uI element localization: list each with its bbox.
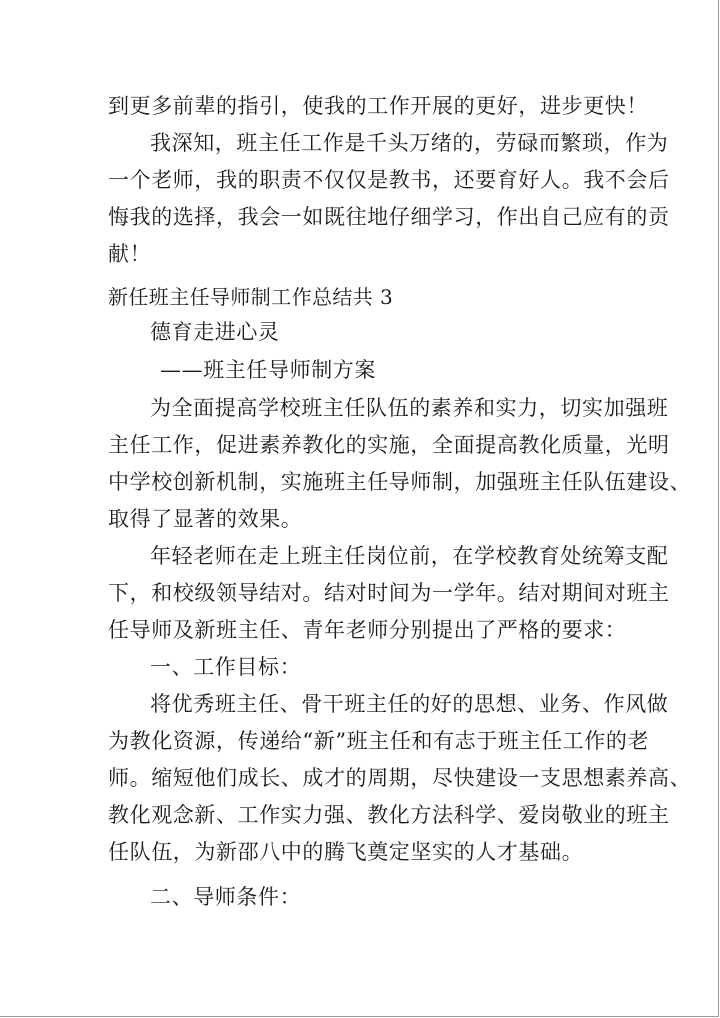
text-line: 任导师及新班主任、青年老师分别提出了严格的要求： bbox=[108, 618, 627, 642]
heading-line: 一、工作目标： bbox=[150, 655, 302, 679]
text-line: 为全面提高学校班主任队伍的素养和实力，切实加强班 bbox=[150, 396, 669, 420]
text-line: 将优秀班主任、骨干班主任的好的思想、业务、作风做 bbox=[150, 692, 669, 716]
text-line: 一个老师，我的职责不仅仅是教书，还要育好人。我不会后 bbox=[108, 168, 670, 192]
heading-line: 德育走进心灵 bbox=[150, 320, 280, 344]
section-title: 新任班主任导师制工作总结共 3 bbox=[108, 285, 394, 309]
subtitle-line: ——班主任导师制方案 bbox=[160, 358, 376, 382]
text-line: 年轻老师在走上班主任岗位前，在学校教育处统筹支配 bbox=[150, 544, 669, 568]
heading-line: 二、导师条件： bbox=[150, 885, 302, 909]
text-line: 我深知，班主任工作是千头万绪的，劳碌而繁琐，作为 bbox=[150, 131, 669, 155]
text-line: 为教化资源，传递给“新”班主任和有志于班主任工作的老 bbox=[108, 729, 650, 753]
text-line: 中学校创新机制，实施班主任导师制，加强班主任队伍建设、 bbox=[108, 470, 692, 494]
text-line: 任队伍，为新邵八中的腾飞奠定坚实的人才基础。 bbox=[108, 840, 584, 864]
text-line: 悔我的选择，我会一如既往地仔细学习，作出自己应有的贡 bbox=[108, 205, 670, 229]
text-line: 师。缩短他们成长、成才的周期，尽快建设一支思想素养高、 bbox=[108, 766, 692, 790]
text-line: 主任工作，促进素养教化的实施，全面提高教化质量，光明 bbox=[108, 433, 670, 457]
text-line: 下，和校级领导结对。结对时间为一学年。结对期间对班主 bbox=[108, 581, 670, 605]
text-line: 献！ bbox=[108, 242, 152, 266]
text-line: 取得了显著的效果。 bbox=[108, 507, 303, 531]
text-line: 到更多前辈的指引，使我的工作开展的更好，进步更快！ bbox=[108, 94, 648, 118]
text-line: 教化观念新、工作实力强、教化方法科学、爱岗敬业的班主 bbox=[108, 803, 670, 827]
